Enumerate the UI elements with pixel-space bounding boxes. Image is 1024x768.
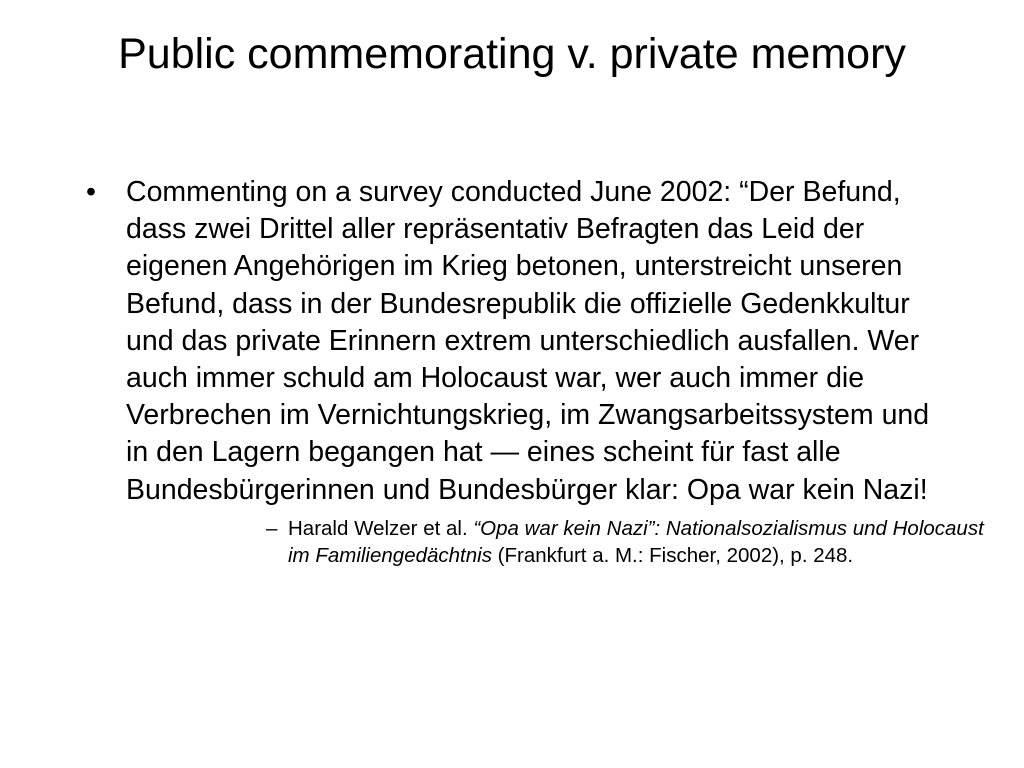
slide-title: Public commemorating v. private memory (118, 30, 906, 78)
citation-publication: (Frankfurt a. M.: Fischer, 2002), p. 248. (491, 543, 854, 567)
bullet-item (86, 174, 956, 509)
slide-body (86, 174, 984, 569)
bullet-dot-icon: • (86, 176, 96, 208)
citation-book-title: “Opa war kein Nazi”: Nationalsozialismus und Holocaust im Familiengedächtnis (288, 516, 984, 567)
citation-item (266, 515, 988, 569)
bullet-text: Commenting on a survey conducted June 2002: “Der Befund, dass zwei Drittel aller repräsentativ Befragten das Leid der eigenen Angehörigen im Krieg betonen, unterstreicht unseren Befund, dass in der Bundesrepublik die offizielle Gedenkkultur und das private Erinnern extrem unterschiedlich ausfallen. Wer auch immer schuld am Holocaust war, wer auch immer die Verbrechen im Vernichtungskrieg, im Zwangsarbeitssystem und in den Lagern begangen hat — eines scheint für fast alle Bundesbürgerinnen und Bundesbürger klar: Opa war kein Nazi! (126, 176, 930, 506)
dash-icon: – (266, 516, 278, 540)
citation-author: Harald Welzer et al. (288, 516, 474, 540)
